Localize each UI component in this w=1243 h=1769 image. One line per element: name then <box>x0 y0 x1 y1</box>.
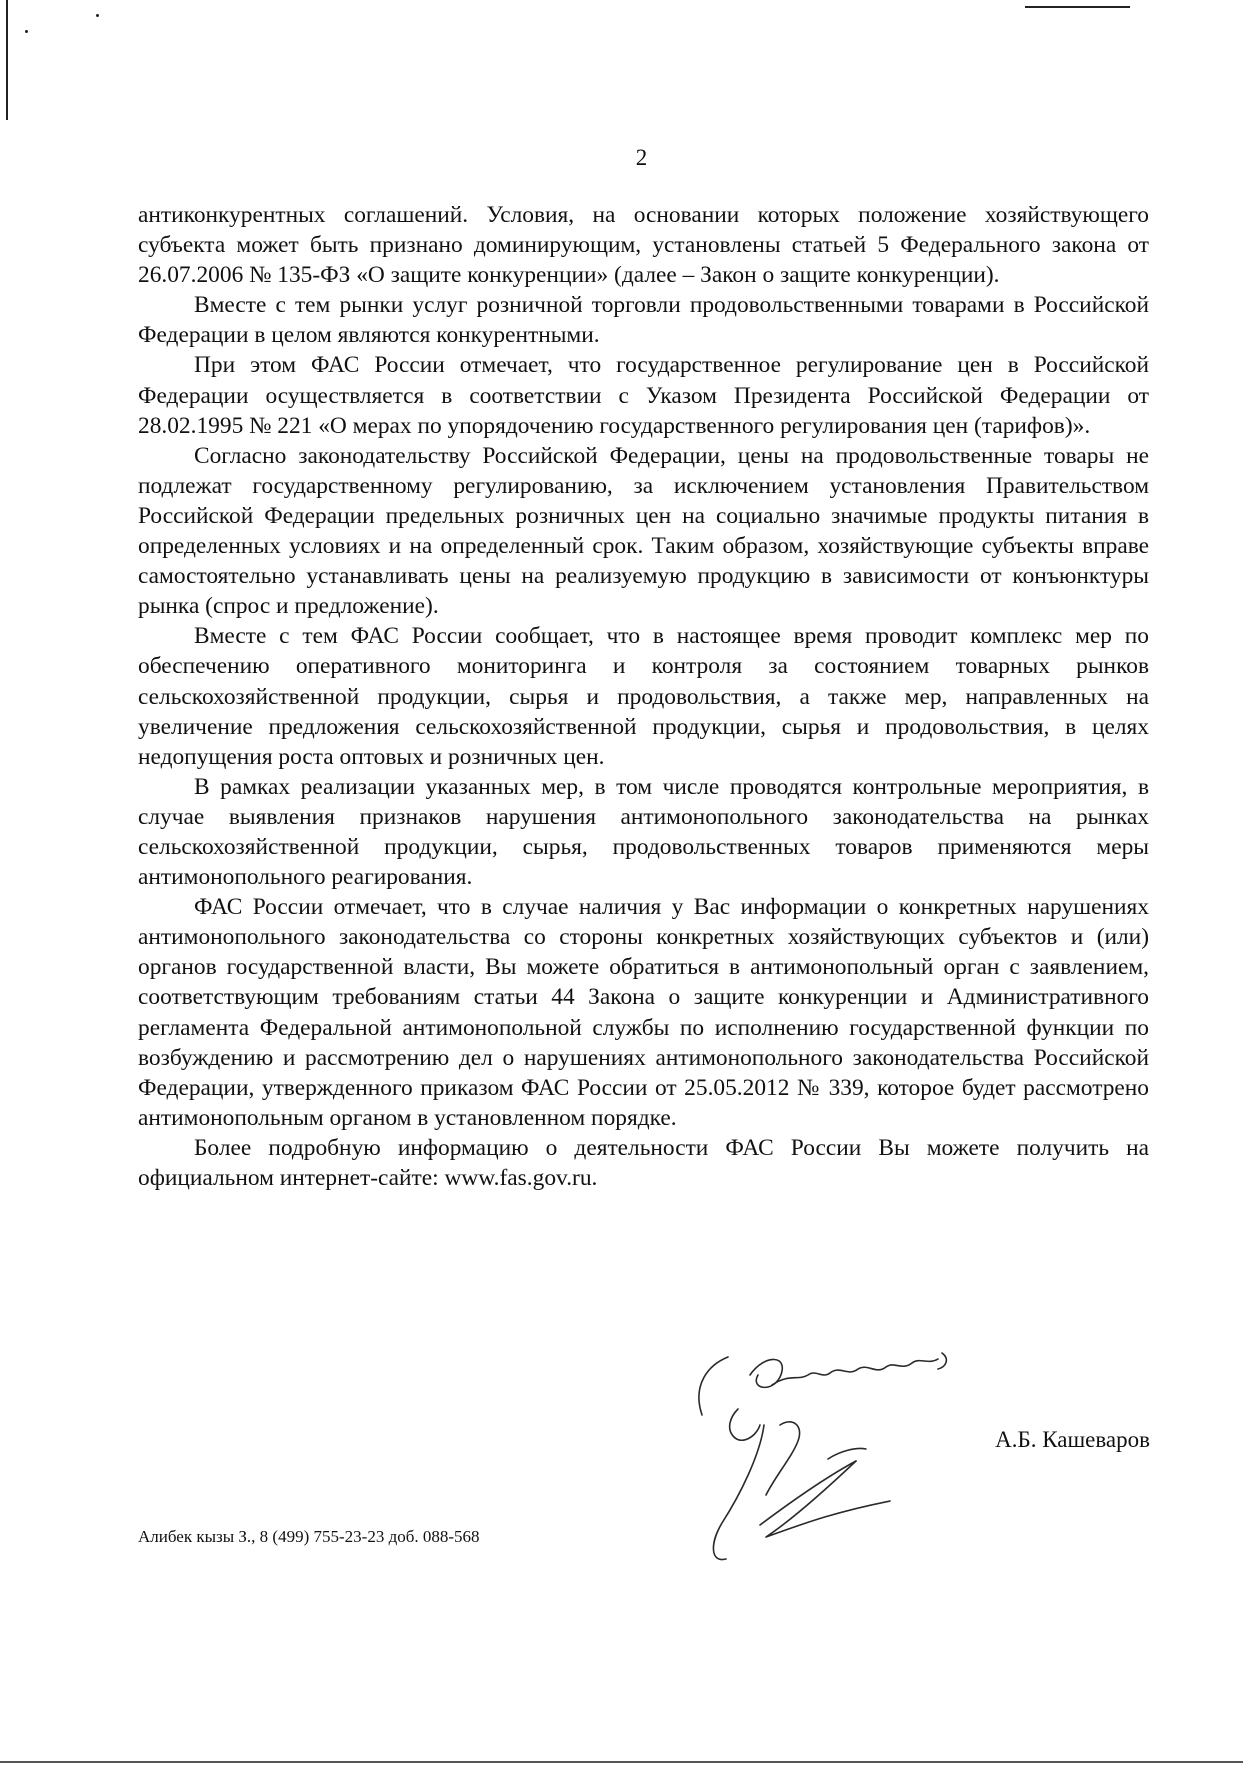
paragraph: Согласно законодательству Российской Федерации, цены на продовольственные товары не подлежат государственному регулированию, за исключением установления Правительством Российской Федерации предельных розничных цен на социально значимые продукты питания в определенных условиях и на определенный срок. Таким образом, хозяйствующие субъекты вправе самостоятельно устанавливать цены на реализуемую продукцию в зависимости от конъюнктуры рынка (спрос и предложение). <box>138 442 1149 620</box>
scan-dot-mark <box>25 30 28 33</box>
paragraph: Более подробную информацию о деятельности ФАС России Вы можете получить на официальном интернет-сайте: www.fas.gov.ru. <box>138 1134 1149 1191</box>
executor-contact: Алибек кызы З., 8 (499) 755-23-23 доб. 088-568 <box>138 1527 480 1546</box>
scan-edge-mark-left <box>6 0 8 120</box>
paragraph: При этом ФАС России отмечает, что государственное регулирование цен в Российской Федерации осуществляется в соответствии с Указом Президента Российской Федерации от 28.02.1995 № 221 «О мерах по упорядочению государственного регулирования цен (тарифов)». <box>138 352 1149 439</box>
letter-body <box>138 200 1149 1193</box>
paragraph: Вместе с тем рынки услуг розничной торговли продовольственными товарами в Российской Федерации в целом являются конкурентными. <box>138 292 1149 349</box>
scan-edge-mark-top <box>1025 6 1130 8</box>
signer-name: А.Б. Кашеваров <box>995 1427 1150 1452</box>
scan-edge-mark-bottom <box>0 1761 1243 1763</box>
paragraph: ФАС России отмечает, что в случае наличия у Вас информации о конкретных нарушениях антимонопольного законодательства со стороны конкретных хозяйствующих субъектов и (или) органов государственной власти, Вы можете обратиться в антимонопольный орган с заявлением, соответствующим требованиям статьи 44 Закона о защите конкуренции и Административного регламента Федеральной антимонопольной службы по исполнению государственной функции по возбуждению и рассмотрению дел о нарушениях антимонопольного законодательства Российской Федерации, утвержденного приказом ФАС России от 25.05.2012 № 339, которое будет рассмотрено антимонопольным органом в установленном порядке. <box>138 894 1149 1131</box>
paragraph: Вместе с тем ФАС России сообщает, что в настоящее время проводит комплекс мер по обеспечению оперативного мониторинга и контроля за состоянием товарных рынков сельскохозяйственной продукции, сырья и продовольствия, а также мер, направленных на увеличение предложения сельскохозяйственной продукции, сырья и продовольствия, в целях недопущения роста оптовых и розничных цен. <box>138 623 1149 770</box>
handwritten-signature <box>680 1345 1080 1595</box>
paragraph: антиконкурентных соглашений. Условия, на основании которых положение хозяйствующего субъекта может быть признано доминирующим, установлены статьей 5 Федерального закона от 26.07.2006 № 135-ФЗ «О защите конкуренции» (далее – Закон о защите конкуренции). <box>138 202 1149 289</box>
scan-dot-mark <box>96 14 99 17</box>
paragraph: В рамках реализации указанных мер, в том числе проводятся контрольные мероприятия, в случае выявления признаков нарушения антимонопольного законодательства на рынках сельскохозяйственной продукции, сырья, продовольственных товаров применяются меры антимонопольного реагирования. <box>138 773 1149 891</box>
page-number: 2 <box>635 145 648 170</box>
